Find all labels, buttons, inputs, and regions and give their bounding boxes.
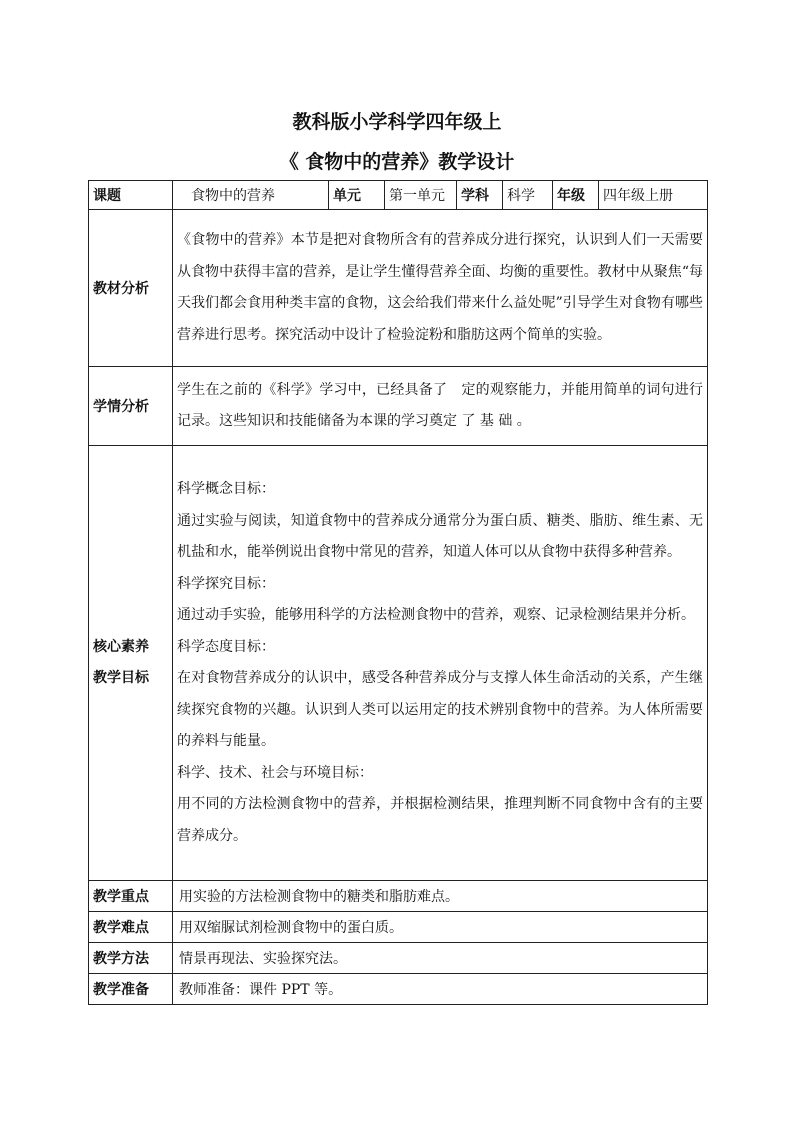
objective-text-sts: 用不同的方法检测食物中的营养，并根据检测结果，推理判断不同食物中含有的主要 营养成分。 bbox=[177, 796, 703, 844]
difficulty-row bbox=[89, 912, 708, 943]
key-point-label: 教学重点 bbox=[89, 881, 173, 912]
objective-text-attitude: 在对食物营养成分的认识中，感受各种营养成分与支撑人体生命活动的关系，产生继 续探究食物的兴趣。认识到人类可以运用定的技术辨别食物中的营养。为人体所需要的养料与能量。 bbox=[177, 670, 703, 749]
preparation-label: 教学准备 bbox=[89, 974, 173, 1005]
subject-label: 学科 bbox=[457, 181, 503, 210]
objective-heading-sts: 科学、技术、社会与环境目标： bbox=[177, 764, 373, 781]
grade-label: 年级 bbox=[553, 181, 599, 210]
unit-label: 单元 bbox=[329, 181, 385, 210]
difficulty-label: 教学难点 bbox=[89, 912, 173, 943]
material-analysis-row bbox=[89, 210, 708, 367]
document-title: 教科版小学科学四年级上 bbox=[292, 111, 502, 133]
document-subtitle: 《 食物中的营养》教学设计 bbox=[279, 151, 515, 173]
learner-analysis-label: 学情分析 bbox=[89, 367, 173, 446]
preparation-text: 教师准备：课件 PPT 等。 bbox=[173, 974, 708, 1005]
topic-label: 课题 bbox=[89, 181, 173, 210]
key-point-text: 用实验的方法检测食物中的糖类和脂肪难点。 bbox=[173, 881, 708, 912]
topic-value: 食物中的营养 bbox=[173, 181, 329, 210]
learner-analysis-row bbox=[89, 367, 708, 446]
material-analysis-text: 《食物中的营养》本节是把对食物所含有的营养成分进行探究，认识到人们一天需要从食物中获得丰富的营养，是让学生懂得营养全面、均衡的重要性。教材中从聚焦“每天我们都会食用种类丰富的食物，这会给我们带来什么益处呢”引导学生对食物有哪些营养进行思考。探究活动中设计了检验淀粉和脂肪这两个简单的实验。 bbox=[173, 210, 708, 367]
objective-heading-attitude: 科学态度目标： bbox=[177, 638, 275, 655]
learner-analysis-text: 学生在之前的《科学》学习中，已经具备了 定的观察能力，并能用简单的词句进行记录。这些知识和技能储备为本课的学习奠定 了 基 础 。 bbox=[173, 367, 708, 446]
objective-heading-inquiry: 科学探究目标： bbox=[177, 575, 275, 592]
objective-text-inquiry: 通过动手实验，能够用科学的方法检测食物中的营养，观察、记录检测结果并分析。 bbox=[177, 607, 695, 623]
grade-value: 四年级上册 bbox=[599, 181, 708, 210]
objectives-text bbox=[173, 446, 708, 881]
header-row bbox=[89, 181, 708, 210]
method-row bbox=[89, 943, 708, 974]
objectives-row bbox=[89, 446, 708, 881]
objectives-label-line2: 教学目标 bbox=[93, 670, 149, 686]
subject-value: 科学 bbox=[503, 181, 553, 210]
preparation-row bbox=[89, 974, 708, 1005]
objective-text-concept: 通过实验与阅读，知道食物中的营养成分通常分为蛋白质、糖类、脂肪、维生素、无 机盐和水，能举例说出食物中常见的营养，知道人体可以从食物中获得多种营养。 bbox=[177, 512, 703, 560]
unit-value: 第一单元 bbox=[385, 181, 457, 210]
objectives-label-line1: 核心素养 bbox=[93, 639, 149, 655]
key-point-row bbox=[89, 881, 708, 912]
method-text: 情景再现法、实验探究法。 bbox=[173, 943, 708, 974]
objective-heading-concept: 科学概念目标： bbox=[177, 481, 275, 497]
lesson-plan-table bbox=[88, 180, 708, 1005]
objectives-label bbox=[89, 446, 173, 881]
material-analysis-label: 教材分析 bbox=[89, 210, 173, 367]
difficulty-text: 用双缩脲试剂检测食物中的蛋白质。 bbox=[173, 912, 708, 943]
method-label: 教学方法 bbox=[89, 943, 173, 974]
